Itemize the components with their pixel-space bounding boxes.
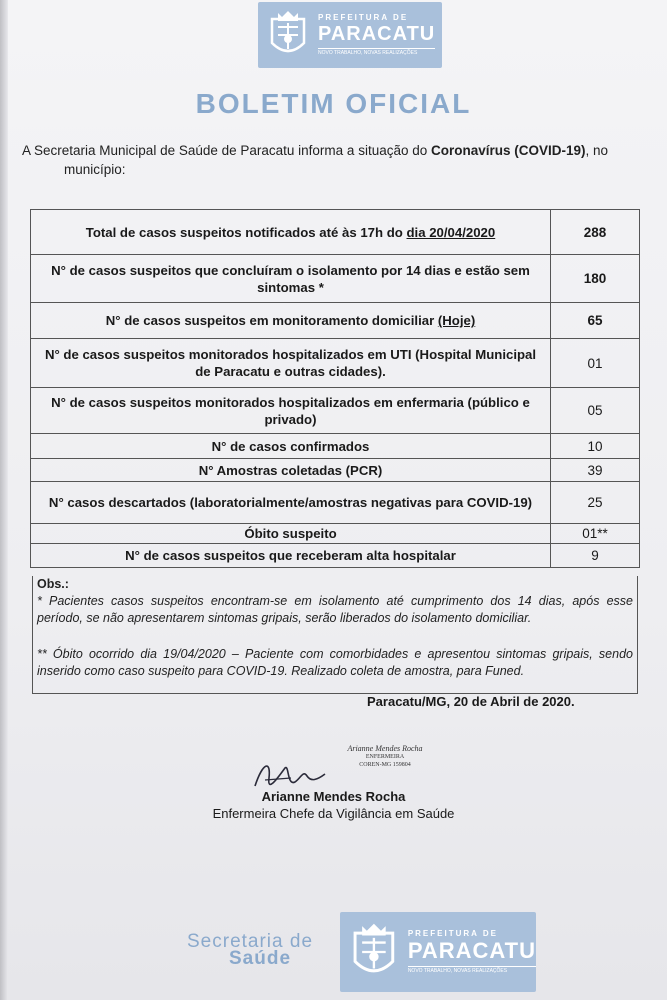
- row-value: 65: [587, 313, 603, 328]
- label-text: N° de casos suspeitos em monitoramento domiciliar: [105, 313, 438, 328]
- signatory-role: Enfermeira Chefe da Vigilância em Saúde: [212, 806, 455, 821]
- observations-box: [32, 576, 638, 694]
- table-row: [31, 434, 639, 459]
- obs-note-2: ** Óbito ocorrido dia 19/04/2020 – Paciente com comorbidades e apresentou sintomas gripais, sendo inserido como caso suspeito para COVID-19. Realizado coleta de amostra, para Funed.: [37, 647, 633, 678]
- label-underlined: (Hoje): [437, 313, 476, 328]
- date-line: Paracatu/MG, 20 de Abril de 2020.: [367, 694, 575, 709]
- stamp-role: ENFERMEIRA: [365, 754, 405, 760]
- intro-line2: município:: [64, 162, 126, 177]
- row-value: 10: [587, 438, 603, 454]
- logo-prefix: PREFEITURA DE: [318, 13, 409, 22]
- cases-table: [30, 209, 640, 568]
- row-value: 01**: [582, 526, 608, 541]
- logo-name: PARACATU: [407, 938, 536, 963]
- footer-department: [187, 933, 313, 967]
- signatory-name: Arianne Mendes Rocha: [261, 789, 406, 804]
- row-value: 9: [591, 548, 599, 563]
- row-label: [31, 303, 551, 338]
- label-text: Total de casos suspeitos notificados até às 17h do: [85, 224, 407, 240]
- table-row: [31, 482, 639, 524]
- logo-name: PARACATU: [318, 23, 436, 45]
- row-value: 25: [587, 495, 603, 510]
- coat-of-arms-icon: [348, 921, 400, 983]
- row-label: [31, 210, 551, 254]
- row-label: N° Amostras coletadas (PCR): [31, 459, 551, 481]
- stamp-registry: COREN-MG 159804: [359, 762, 411, 768]
- intro-bold: Coronavírus (COVID-19): [431, 143, 586, 158]
- table-row: [31, 459, 639, 482]
- footer-line1: Secretaria de: [187, 931, 314, 952]
- logo-prefix: PREFEITURA DE: [407, 929, 498, 938]
- coat-of-arms-icon: [266, 9, 310, 61]
- table-row: [31, 255, 639, 303]
- row-value: 39: [587, 462, 603, 478]
- table-row: [31, 303, 639, 339]
- row-label: N° de casos suspeitos monitorados hospitalizados em enfermaria (público e privado): [31, 388, 551, 433]
- stamp-name: Arianne Mendes Rocha: [347, 744, 423, 753]
- row-value: 288: [583, 224, 607, 240]
- row-value: 180: [583, 271, 607, 286]
- footer-logo: [340, 912, 536, 992]
- intro-paragraph: [22, 141, 642, 179]
- row-value: 05: [587, 403, 603, 418]
- intro-text-end: , no: [585, 143, 609, 158]
- document-title: BOLETIM OFICIAL: [195, 88, 472, 119]
- page-edge-shadow: [0, 0, 8, 1000]
- signature-stamp: [340, 744, 430, 769]
- table-row: [31, 210, 639, 255]
- row-label: N° de casos suspeitos monitorados hospitalizados em UTI (Hospital Municipal de Paracatu e outras cidades).: [31, 339, 551, 387]
- header-logo: [258, 2, 442, 68]
- obs-heading: Obs.:: [37, 577, 69, 591]
- table-row: [31, 388, 639, 434]
- row-value: 01: [587, 355, 603, 371]
- row-label: Óbito suspeito: [31, 524, 551, 543]
- row-label: N° de casos suspeitos que receberam alta hospitalar: [31, 544, 551, 567]
- footer-line2: Saúde: [229, 948, 292, 969]
- row-label: N° de casos suspeitos que concluíram o isolamento por 14 dias e estão sem sintomas *: [31, 255, 551, 302]
- table-row: [31, 339, 639, 388]
- logo-slogan: NOVO TRABALHO, NOVAS REALIZAÇÕES: [408, 966, 536, 974]
- obs-note-1: * Pacientes casos suspeitos encontram-se em isolamento até cumprimento dos 14 dias, após esse período, se não apresentarem sintomas gripais, serão liberados do isolamento domiciliar.: [37, 594, 633, 625]
- row-label: N° casos descartados (laboratorialmente/amostras negativas para COVID-19): [31, 482, 551, 523]
- intro-text: A Secretaria Municipal de Saúde de Paracatu informa a situação do: [22, 143, 431, 158]
- logo-slogan: NOVO TRABALHO, NOVAS REALIZAÇÕES: [318, 48, 435, 56]
- row-label: N° de casos confirmados: [31, 434, 551, 458]
- table-row: [31, 544, 639, 567]
- label-underlined: dia 20/04/2020: [406, 224, 496, 240]
- table-row: [31, 524, 639, 544]
